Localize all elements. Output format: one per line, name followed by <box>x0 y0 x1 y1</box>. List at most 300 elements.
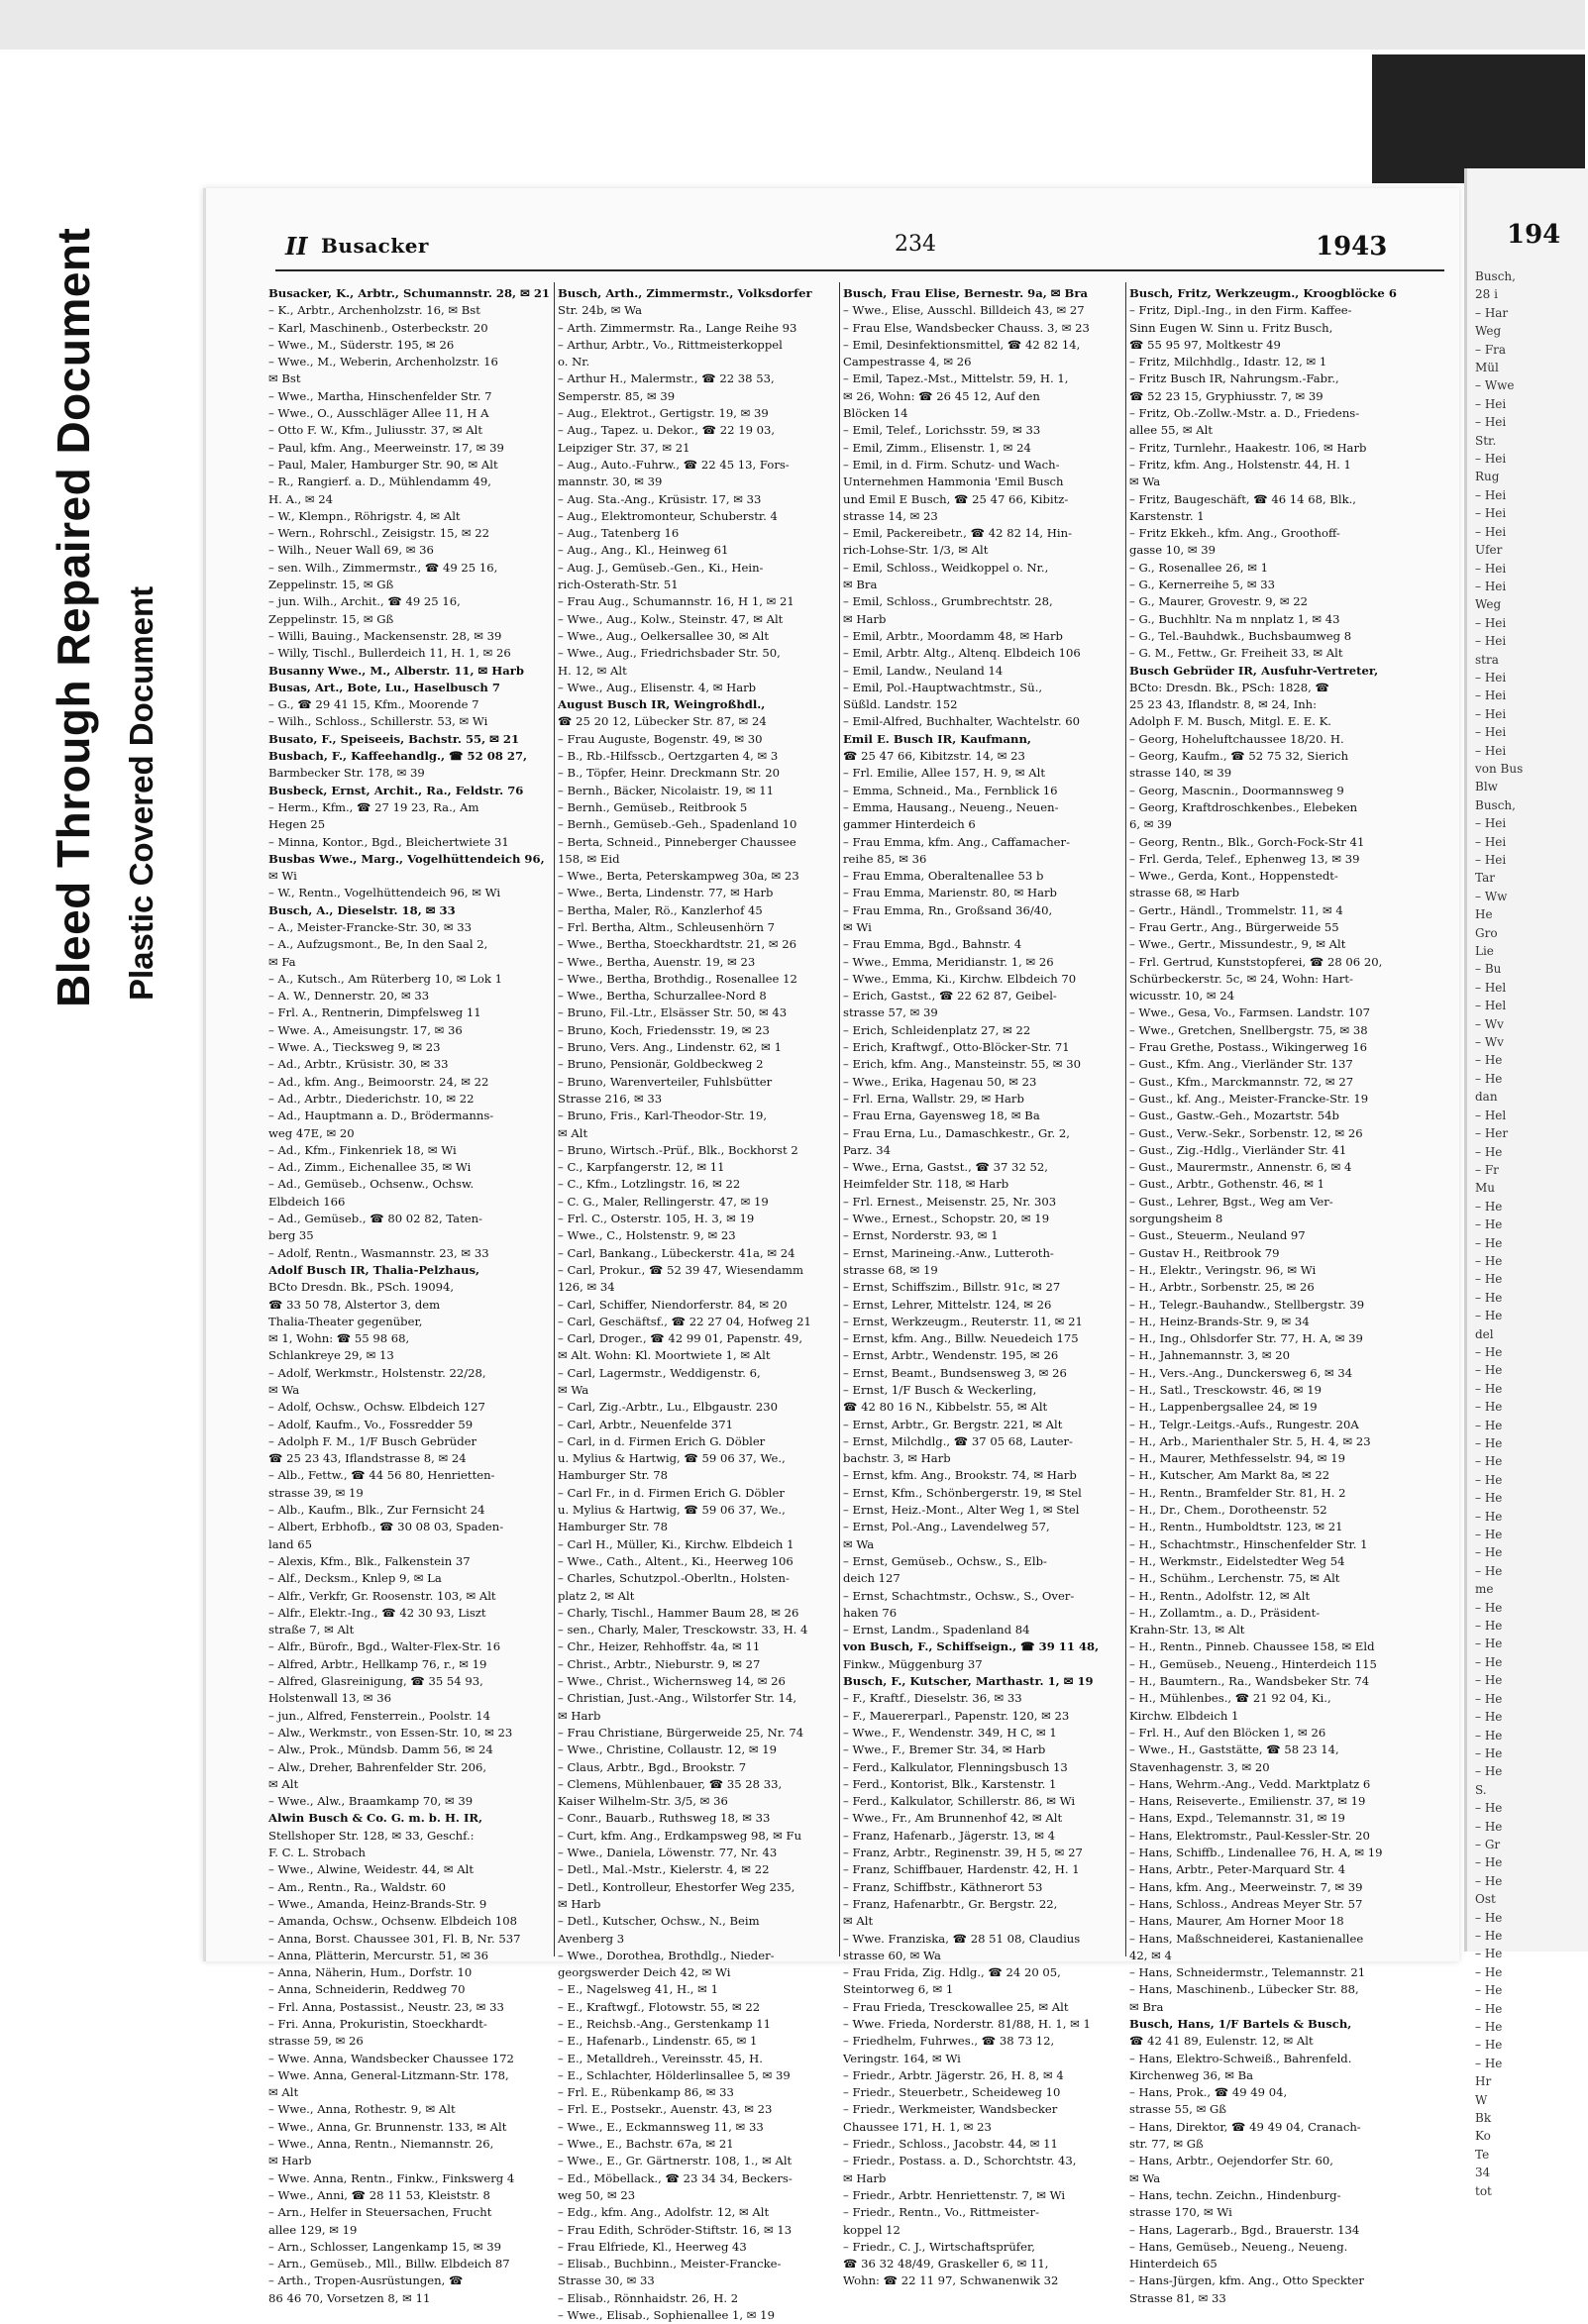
adjacent-page-line: – He <box>1475 1199 1503 1214</box>
directory-entry-line: – Gust., Gastw.-Geh., Mozartstr. 54b <box>1129 1109 1339 1123</box>
adjacent-page-line: S. <box>1475 1782 1487 1797</box>
adjacent-page-line: – Hei <box>1475 524 1507 539</box>
directory-entry-line: – Wwe. Franziska, ☎ 28 51 08, Claudius <box>843 1931 1081 1946</box>
directory-entry-line: – Wwe. Anna, Wandsbecker Chaussee 172 <box>268 2051 514 2065</box>
directory-entry-line: wicusstr. 10, ✉ 24 <box>1129 989 1235 1004</box>
directory-entry-line: – Ernst, Schachtmstr., Ochsw., S., Over- <box>843 1588 1075 1603</box>
directory-entry-line: – Emil, Telef., Lorichsstr. 59, ✉ 33 <box>843 423 1041 438</box>
directory-entry-line: Schürbeckerstr. 5c, ✉ 24, Wohn: Hart- <box>1129 971 1353 986</box>
scan-margin-top <box>0 0 1585 50</box>
directory-entry-line: – Friedr., Schloss., Jacobstr. 44, ✉ 11 <box>843 2137 1058 2152</box>
directory-entry-line: von Busch, F., Schiffseign., ☎ 39 11 48, <box>843 1639 1100 1654</box>
directory-entry-line: – E., Hafenarb., Lindenstr. 65, ✉ 1 <box>558 2034 758 2049</box>
directory-entry-line: – Alfred, Glasreinigung, ☎ 35 54 93, <box>268 1674 483 1689</box>
directory-entry-line: – Frau Erna, Lu., Damaschkestr., Gr. 2, <box>843 1125 1070 1140</box>
directory-entry-line: – Bertha, Maler, Rö., Kanzlerhof 45 <box>558 902 763 917</box>
adjacent-page-line: Rug <box>1475 470 1500 484</box>
directory-entry-line: Unternehmen Hammonia 'Emil Busch <box>843 475 1064 489</box>
directory-entry-line: – B., Rb.-Hilfsscb., Oertzgarten 4, ✉ 3 <box>558 749 779 764</box>
directory-entry-line: – Ernst, Heiz.-Mont., Alter Weg 1, ✉ Stel <box>843 1503 1080 1518</box>
directory-entry-line: – C. G., Maler, Rellingerstr. 47, ✉ 19 <box>558 1194 769 1209</box>
directory-entry-line: – B., Töpfer, Heinr. Dreckmann Str. 20 <box>558 766 781 781</box>
directory-entry-line: – Arth., Tropen-Ausrüstungen, ☎ <box>268 2273 464 2288</box>
directory-entry-line: – Amanda, Ochsw., Ochsenw. Elbdeich 108 <box>268 1914 517 1929</box>
directory-entry-line: – Frau Emma, Rn., Großsand 36/40, <box>843 902 1053 917</box>
adjacent-page-line: Lie <box>1475 944 1494 959</box>
directory-entry-line: – Alfred, Arbtr., Hellkamp 76, r., ✉ 19 <box>268 1656 487 1671</box>
adjacent-page-line: – He <box>1475 1381 1503 1396</box>
directory-entry-line: strasse 55, ✉ Gß <box>1129 2102 1227 2117</box>
adjacent-page-line: – He <box>1475 1528 1503 1542</box>
directory-entry-line: ☎ 25 20 12, Lübecker Str. 87, ✉ 24 <box>558 714 767 729</box>
adjacent-page-line: Mu <box>1475 1181 1496 1196</box>
directory-entry-line: ✉ Bst <box>268 371 301 386</box>
adjacent-page-line: – He <box>1475 1619 1503 1634</box>
adjacent-page-line: – He <box>1475 1290 1503 1305</box>
directory-entry-line: – Alw., Dreher, Bahrenfelder Str. 206, <box>268 1759 487 1774</box>
directory-entry-line: – Hans, Maurer, Am Horner Moor 18 <box>1129 1914 1344 1929</box>
directory-entry-line: – Charles, Schutzpol.-Oberltn., Holsten- <box>558 1571 790 1586</box>
directory-entry-line: – Ad., Zimm., Eichenallee 35, ✉ Wi <box>268 1160 472 1175</box>
directory-entry-line: ✉ Alt <box>268 1776 299 1791</box>
directory-entry-line: – Wwe., Elisab., Sophienallee 1, ✉ 19 <box>558 2308 775 2323</box>
directory-entry-line: H. 12, ✉ Alt <box>558 663 627 678</box>
directory-entry-line: August Busch IR, Weingroßhdl., <box>558 697 766 712</box>
directory-entry-line: – Erich, Schleidenplatz 27, ✉ 22 <box>843 1022 1031 1037</box>
directory-entry-line: – H., Schühm., Lerchenstr. 75, ✉ Alt <box>1129 1571 1340 1586</box>
directory-entry-line: Busas, Art., Bote, Lu., Haselbusch 7 <box>268 680 500 694</box>
adjacent-page-line: – He <box>1475 1964 1503 1979</box>
directory-entry-line: – Wwe., Amanda, Heinz-Brands-Str. 9 <box>268 1896 487 1911</box>
directory-entry-line: – Friedr., C. J., Wirtschaftsprüfer, <box>843 2239 1035 2254</box>
directory-entry-line: – Elisab., Rönnhaidstr. 26, H. 2 <box>558 2290 739 2305</box>
directory-entry-line: – Ad., Arbtr., Krüsistr. 30, ✉ 33 <box>268 1057 449 1072</box>
directory-entry-line: – Charly, Tischl., Hammer Baum 28, ✉ 26 <box>558 1605 799 1620</box>
directory-entry-line: – Ad., Gemüseb., ☎ 80 02 82, Taten- <box>268 1212 482 1226</box>
directory-entry-line: – Alexis, Kfm., Blk., Falkenstein 37 <box>268 1553 471 1568</box>
directory-entry-line: – Frau Edith, Schröder-Stiftstr. 16, ✉ 13 <box>558 2222 793 2237</box>
directory-entry-line: – Alb., Kaufm., Blk., Zur Fernsicht 24 <box>268 1503 485 1518</box>
directory-entry-line: – H., Rentn., Adolfstr. 12, ✉ Alt <box>1129 1588 1311 1603</box>
directory-entry-line: reihe 85, ✉ 36 <box>843 851 927 866</box>
adjacent-page-line: – He <box>1475 1673 1503 1688</box>
directory-entry-line: ✉ 1, Wohn: ☎ 55 98 68, <box>268 1331 410 1346</box>
adjacent-page-line: – Hei <box>1475 743 1507 758</box>
directory-entry-line: Avenberg 3 <box>558 1931 625 1946</box>
directory-entry-line: Adolf Busch IR, Thalia-Pelzhaus, <box>268 1262 480 1277</box>
directory-entry-line: strasse 57, ✉ 39 <box>843 1005 938 1020</box>
adjacent-page-line: – He <box>1475 1472 1503 1487</box>
directory-entry-line: ✉ Wi <box>268 869 297 884</box>
directory-entry-line: – Bruno, Fris., Karl-Theodor-Str. 19, <box>558 1109 768 1123</box>
directory-entry-line: Busch, Frau Elise, Bernestr. 9a, ✉ Bra <box>843 286 1088 300</box>
adjacent-page-line: – Hei <box>1475 415 1507 430</box>
directory-entry-line: – Wwe., Bertha, Schurzallee-Nord 8 <box>558 989 767 1004</box>
directory-entry-line: – G., Rosenallee 26, ✉ 1 <box>1129 560 1269 575</box>
directory-entry-line: – Wwe., F., Wendenstr. 349, H C, ✉ 1 <box>843 1725 1057 1740</box>
directory-entry-line: – jun., Alfred, Fensterrein., Poolstr. 14 <box>268 1708 491 1723</box>
adjacent-page-line: Weg <box>1475 324 1502 339</box>
directory-entry-line: Strasse 81, ✉ 33 <box>1129 2290 1226 2305</box>
directory-entry-line: – Alw., Werkmstr., von Essen-Str. 10, ✉ 23 <box>268 1725 513 1740</box>
directory-entry-line: – Gust., Kfm. Ang., Vierländer Str. 137 <box>1129 1057 1353 1072</box>
directory-entry-line: – Bernh., Gemüseb., Reitbrook 5 <box>558 799 748 814</box>
directory-entry-line: – Wwe. Anna, General-Litzmann-Str. 178, <box>268 2067 509 2082</box>
directory-entry-line: koppel 12 <box>843 2222 900 2237</box>
directory-entry-line: Emil E. Busch IR, Kaufmann, <box>843 731 1031 746</box>
directory-entry-line: – Hans, Elektromstr., Paul-Kessler-Str. 20 <box>1129 1828 1370 1843</box>
directory-entry-line: weg 50, ✉ 23 <box>558 2187 636 2202</box>
directory-column-4 <box>1129 285 1414 2307</box>
directory-entry-line: gasse 10, ✉ 39 <box>1129 543 1217 558</box>
directory-entry-line: – Chr., Heizer, Rehhoffstr. 4a, ✉ 11 <box>558 1639 761 1654</box>
directory-entry-line: – Christ., Arbtr., Nieburstr. 9, ✉ 27 <box>558 1656 761 1671</box>
adjacent-page-line: – He <box>1475 1309 1503 1323</box>
directory-entry-line: – Wwe., Christ., Wichernsweg 14, ✉ 26 <box>558 1674 786 1689</box>
directory-entry-line: – Wwe., Elise, Ausschl. Billdeich 43, ✉ 27 <box>843 303 1085 318</box>
directory-entry-line: – Gust., kf. Ang., Meister-Francke-Str. 19 <box>1129 1091 1369 1106</box>
directory-entry-line: – H., Satl., Tresckowstr. 46, ✉ 19 <box>1129 1383 1322 1397</box>
directory-entry-line: – H., Mühlenbes., ☎ 21 92 04, Ki., <box>1129 1691 1331 1706</box>
directory-entry-line: – Ferd., Kontorist, Blk., Karstenstr. 1 <box>843 1776 1057 1791</box>
directory-entry-line: – Berta, Schneid., Pinneberger Chaussee <box>558 834 796 849</box>
directory-entry-line: – Emil, Schloss., Weidkoppel o. Nr., <box>843 560 1049 575</box>
adjacent-page-line: von Bus <box>1475 761 1524 776</box>
directory-entry-line: – Frl. Anna, Postassist., Neustr. 23, ✉ 33 <box>268 1999 504 2014</box>
adjacent-page-line: – He <box>1475 1928 1503 1943</box>
directory-entry-line: Hinterdeich 65 <box>1129 2257 1217 2271</box>
directory-entry-line: – Erich, Kraftwgf., Otto-Blöcker-Str. 71 <box>843 1040 1070 1055</box>
directory-entry-line: Veringstr. 164, ✉ Wi <box>843 2051 961 2065</box>
directory-entry-line: – Clemens, Mühlenbauer, ☎ 35 28 33, <box>558 1776 783 1791</box>
directory-entry-line: – E., Kraftwgf., Flotowstr. 55, ✉ 22 <box>558 1999 761 2014</box>
adjacent-page-line: Busch, <box>1475 269 1516 283</box>
directory-entry-line: – Ed., Möbellack., ☎ 23 34 34, Beckers- <box>558 2170 793 2185</box>
directory-entry-line: – Ad., kfm. Ang., Beimoorstr. 24, ✉ 22 <box>268 1074 489 1089</box>
directory-entry-line: ✉ Wa <box>843 1536 875 1551</box>
directory-entry-line: – E., Schlachter, Hölderlinsallee 5, ✉ 39 <box>558 2067 791 2082</box>
directory-entry-line: – Karl, Maschinenb., Osterbeckstr. 20 <box>268 320 488 335</box>
column-divider <box>554 282 555 1956</box>
directory-entry-line: – Ernst, Milchdlg., ☎ 37 05 68, Lauter- <box>843 1433 1073 1448</box>
directory-entry-line: – Arn., Schlosser, Langenkamp 15, ✉ 39 <box>268 2239 502 2254</box>
directory-entry-line: Karstenstr. 1 <box>1129 508 1205 523</box>
adjacent-page-line: – Hei <box>1475 834 1507 849</box>
adjacent-page-line: – Hei <box>1475 816 1507 831</box>
adjacent-page-line: Bk <box>1475 2111 1492 2126</box>
directory-entry-line: – K., Arbtr., Archenholzstr. 16, ✉ Bst <box>268 303 480 318</box>
directory-entry-line: – Wwe., Bertha, Auenstr. 19, ✉ 23 <box>558 954 756 969</box>
adjacent-page-line: – He <box>1475 1454 1503 1469</box>
directory-entry-line: – Hans, Maschinenb., Lübecker Str. 88, <box>1129 1982 1359 1997</box>
adjacent-page-line: – Bu <box>1475 962 1502 977</box>
directory-entry-line: – Wwe., Berta, Peterskampweg 30a, ✉ 23 <box>558 869 799 884</box>
directory-entry-line: – Fritz, kfm. Ang., Holstenstr. 44, H. 1 <box>1129 457 1351 472</box>
section-numeral: II <box>285 232 308 261</box>
directory-entry-line: – H., Gemüseb., Neueng., Hinterdeich 115 <box>1129 1656 1377 1671</box>
directory-entry-line: – Ferd., Kalkulator, Schillerstr. 86, ✉ Wi <box>843 1794 1076 1809</box>
adjacent-page-line: – He <box>1475 1710 1503 1725</box>
directory-entry-line: – Frl. E., Rübenkamp 86, ✉ 33 <box>558 2085 734 2100</box>
adjacent-page-line: – He <box>1475 1071 1503 1086</box>
directory-entry-line: und Emil E Busch, ☎ 25 47 66, Kibitz- <box>843 491 1069 506</box>
directory-entry-line: – Gust., Arbtr., Gothenstr. 46, ✉ 1 <box>1129 1177 1325 1192</box>
directory-entry-line: ☎ 52 23 15, Gryphiusstr. 7, ✉ 39 <box>1129 388 1323 403</box>
adjacent-page-line: – He <box>1475 1600 1503 1615</box>
adjacent-page-line: dan <box>1475 1090 1498 1105</box>
directory-entry-line: 6, ✉ 39 <box>1129 817 1172 832</box>
directory-entry-line: – Friedr., Arbtr. Henriettenstr. 7, ✉ Wi <box>843 2187 1066 2202</box>
directory-entry-line: – Hans, Arbtr., Peter-Marquard Str. 4 <box>1129 1862 1346 1877</box>
directory-entry-line: Busch, Hans, 1/F Bartels & Busch, <box>1129 2016 1352 2031</box>
adjacent-page-line: 28 i <box>1475 287 1498 302</box>
directory-entry-line: – Wwe. A., Ameisungstr. 17, ✉ 36 <box>268 1022 463 1037</box>
directory-entry-line: – Wwe., Gesa, Vo., Farmsen. Landstr. 107 <box>1129 1005 1370 1020</box>
directory-entry-line: – Carl, Schiffer, Niendorferstr. 84, ✉ 20 <box>558 1297 788 1312</box>
directory-entry-line: – Gertr., Händl., Trommelstr. 11, ✉ 4 <box>1129 902 1343 917</box>
directory-entry-line: Thalia-Theater gegenüber, <box>268 1314 423 1328</box>
directory-entry-line: – Emil, in d. Firm. Schutz- und Wach- <box>843 457 1060 472</box>
directory-entry-line: – Gustav H., Reitbrook 79 <box>1129 1245 1280 1260</box>
directory-entry-line: – Franz, Schiffbauer, Hardenstr. 42, H. 1 <box>843 1862 1080 1877</box>
directory-entry-line: – Emil, Arbtr., Moordamm 48, ✉ Harb <box>843 628 1063 643</box>
adjacent-page-line: – He <box>1475 2056 1503 2070</box>
directory-entry-line: – Wwe., Erna, Gastst., ☎ 37 32 52, <box>843 1160 1048 1175</box>
directory-entry-line: – Frau Elfriede, Kl., Heerweg 43 <box>558 2239 747 2254</box>
directory-entry-line: Hegen 25 <box>268 817 326 832</box>
adjacent-page-line: – He <box>1475 1491 1503 1506</box>
directory-entry-line: gammer Hinterdeich 6 <box>843 817 976 832</box>
directory-entry-line: bachstr. 3, ✉ Harb <box>843 1451 951 1466</box>
directory-entry-line: Strasse 30, ✉ 33 <box>558 2273 655 2288</box>
directory-entry-line: – Wwe., Daniela, Löwenstr. 77, Nr. 43 <box>558 1846 778 1860</box>
directory-entry-line: allee 55, ✉ Alt <box>1129 423 1213 438</box>
directory-entry-line: mannstr. 30, ✉ 39 <box>558 475 663 489</box>
adjacent-page-line: – He <box>1475 2001 1503 2016</box>
directory-entry-line: – Frl. Bertha, Altm., Schleusenhörn 7 <box>558 919 776 934</box>
directory-entry-line: Stellshoper Str. 128, ✉ 33, Geschf.: <box>268 1828 475 1843</box>
directory-entry-line: Wohn: ☎ 22 11 97, Schwanenwik 32 <box>843 2273 1059 2288</box>
directory-entry-line: – Wwe., Gertr., Missundestr., 9, ✉ Alt <box>1129 937 1346 952</box>
directory-entry-line: – Friedhelm, Fuhrwes., ☎ 38 73 12, <box>843 2034 1055 2049</box>
directory-entry-line: straße 7, ✉ Alt <box>268 1623 355 1637</box>
directory-entry-line: ✉ Alt <box>268 2085 299 2100</box>
directory-entry-line: – Bruno, Wirtsch.-Prüf., Blk., Bockhorst 2 <box>558 1142 798 1157</box>
directory-entry-line: – Paul, Maler, Hamburger Str. 90, ✉ Alt <box>268 457 498 472</box>
directory-entry-line: – Adolf, Ochsw., Ochsw. Elbdeich 127 <box>268 1400 485 1415</box>
directory-entry-line: – Friedr., Steuerbetr., Scheideweg 10 <box>843 2085 1061 2100</box>
directory-entry-line: – Hans, Schloss., Andreas Meyer Str. 57 <box>1129 1896 1363 1911</box>
adjacent-page-line: – Hei <box>1475 396 1507 411</box>
directory-entry-line: – Emil, Arbtr. Altg., Altenq. Elbdeich 106 <box>843 646 1081 661</box>
directory-entry-line: Adolph F. M. Busch, Mitgl. E. E. K. <box>1129 714 1331 729</box>
directory-entry-line: Elbdeich 166 <box>268 1194 346 1209</box>
directory-entry-line: – Detl., Kontrolleur, Ehestorfer Weg 235, <box>558 1879 795 1894</box>
directory-entry-line: – H., Vers.-Ang., Dunckersweg 6, ✉ 34 <box>1129 1365 1353 1380</box>
directory-entry-line: – A. W., Dennerstr. 20, ✉ 33 <box>268 989 430 1004</box>
directory-entry-line: – Franz, Hafenarb., Jägerstr. 13, ✉ 4 <box>843 1828 1056 1843</box>
directory-entry-line: – Wwe. A., Tiecksweg 9, ✉ 23 <box>268 1040 441 1055</box>
directory-entry-line: – Frau Frida, Zig. Hdlg., ☎ 24 20 05, <box>843 1965 1061 1980</box>
directory-entry-line: – Emil, Pol.-Hauptwachtmstr., Sü., <box>843 680 1043 694</box>
directory-entry-line: strasse 140, ✉ 39 <box>1129 766 1232 781</box>
directory-entry-line: – Emil, Zimm., Elisenstr. 1, ✉ 24 <box>843 440 1031 455</box>
directory-entry-line: ✉ Wa <box>268 1383 300 1397</box>
directory-entry-line: – Carl Fr., in d. Firmen Erich G. Döbler <box>558 1485 785 1500</box>
directory-entry-line: – E., Nagelsweg 41, H., ✉ 1 <box>558 1982 718 1997</box>
directory-entry-line: – Ernst, Norderstr. 93, ✉ 1 <box>843 1228 999 1243</box>
adjacent-page-line: – Hei <box>1475 561 1507 576</box>
directory-entry-line: strasse 68, ✉ 19 <box>843 1262 938 1277</box>
directory-entry-line: – Franz, Hafenarbtr., Gr. Bergstr. 22, <box>843 1896 1058 1911</box>
page-number: 234 <box>895 232 936 257</box>
adjacent-page-line: – Her <box>1475 1126 1509 1141</box>
adjacent-page-year: 194 <box>1507 220 1561 250</box>
directory-entry-line: weg 47E, ✉ 20 <box>268 1125 355 1140</box>
directory-entry-line: ✉ Harb <box>268 2154 312 2168</box>
directory-entry-line: – Wwe., M., Weberin, Archenholzstr. 16 <box>268 355 498 370</box>
directory-entry-line: Kirchenweg 36, ✉ Ba <box>1129 2067 1254 2082</box>
directory-entry-line: ✉ Harb <box>558 1708 601 1723</box>
directory-entry-line: – Hans, Elektro-Schweiß., Bahrenfeld. <box>1129 2051 1352 2065</box>
adjacent-page-line: Hr <box>1475 2074 1492 2089</box>
directory-entry-line: – Detl., Kutscher, Ochsw., N., Beim <box>558 1914 760 1929</box>
directory-entry-line: – Wwe., Anni, ☎ 28 11 53, Kleiststr. 8 <box>268 2187 490 2202</box>
directory-entry-line: – jun. Wilh., Archit., ☎ 49 25 16, <box>268 594 461 609</box>
directory-entry-line: – G., Maurer, Grovestr. 9, ✉ 22 <box>1129 594 1309 609</box>
adjacent-page-line: – He <box>1475 1272 1503 1287</box>
directory-entry-line: Busanny Wwe., M., Alberstr. 11, ✉ Harb <box>268 663 524 678</box>
adjacent-page-line: – Hel <box>1475 1108 1507 1122</box>
directory-entry-line: – Frl. Ernest., Meisenstr. 25, Nr. 303 <box>843 1194 1057 1209</box>
directory-entry-line: ✉ Harb <box>558 1896 601 1911</box>
directory-entry-line: – Emma, Hausang., Neueng., Neuen- <box>843 799 1059 814</box>
directory-entry-line: ✉ Harb <box>843 611 887 626</box>
directory-entry-line: – Ernst, Werkzeugm., Reuterstr. 11, ✉ 21 <box>843 1314 1083 1328</box>
directory-entry-line: ☎ 42 80 16 N., Kibbelstr. 55, ✉ Alt <box>843 1400 1048 1415</box>
adjacent-page-lines <box>1475 267 1584 2200</box>
directory-entry-line: ✉ Wa <box>1129 2170 1161 2185</box>
adjacent-page-line: Ost <box>1475 1892 1496 1907</box>
adjacent-page-line: – Fr <box>1475 1162 1499 1177</box>
directory-entry-line: BCto Dresdn. Bk., PSch. 19094, <box>268 1280 455 1295</box>
directory-entry-line: – Ernst, Lehrer, Mittelstr. 124, ✉ 26 <box>843 1297 1052 1312</box>
adjacent-page-line: – Hei <box>1475 487 1507 502</box>
directory-entry-line: H. A., ✉ 24 <box>268 491 334 506</box>
adjacent-page-line: – He <box>1475 2020 1503 2034</box>
directory-entry-line: – Hans, Reiseverte., Emilienstr. 37, ✉ 19 <box>1129 1794 1366 1809</box>
adjacent-page-line: – He <box>1475 1947 1503 1961</box>
directory-entry-line: Busato, F., Speiseeis, Bachstr. 55, ✉ 21 <box>268 731 520 746</box>
directory-entry-line: – Wwe., Emma, Ki., Kirchw. Elbdeich 70 <box>843 971 1077 986</box>
directory-entry-line: – Erich, kfm. Ang., Mansteinstr. 55, ✉ 30 <box>843 1057 1081 1072</box>
directory-entry-line: – Wwe., Aug., Elisenstr. 4, ✉ Harb <box>558 680 757 694</box>
adjacent-page-line: – Hei <box>1475 506 1507 521</box>
directory-entry-line: – Gust., Lehrer, Bgst., Weg am Ver- <box>1129 1194 1333 1209</box>
directory-entry-line: platz 2, ✉ Alt <box>558 1588 635 1603</box>
directory-entry-line: – Anna, Plätterin, Mercurstr. 51, ✉ 36 <box>268 1948 489 1962</box>
adjacent-page-line: He <box>1475 907 1493 922</box>
adjacent-page-line: – He <box>1475 1983 1503 1998</box>
directory-entry-line: – Wwe., E., Gr. Gärtnerstr. 108, 1., ✉ Alt <box>558 2154 793 2168</box>
directory-entry-line: – Anna, Borst. Chaussee 301, Fl. B, Nr. 537 <box>268 1931 521 1946</box>
directory-entry-line: – Bruno, Koch, Friedensstr. 19, ✉ 23 <box>558 1022 770 1037</box>
directory-entry-line: – Wwe., Ernest., Schopstr. 20, ✉ 19 <box>843 1212 1050 1226</box>
directory-entry-line: – Arth. Zimmermstr. Ra., Lange Reihe 93 <box>558 320 797 335</box>
adjacent-page-line: – Hei <box>1475 615 1507 630</box>
directory-entry-line: Holstenwall 13, ✉ 36 <box>268 1691 391 1706</box>
directory-entry-line: – Fritz, Turnlehr., Haakestr. 106, ✉ Harb <box>1129 440 1367 455</box>
directory-entry-line: – Fritz Ekkeh., kfm. Ang., Groothoff- <box>1129 526 1340 541</box>
directory-entry-line: Kirchw. Elbdeich 1 <box>1129 1708 1239 1723</box>
adjacent-page-line: Busch, <box>1475 797 1516 812</box>
directory-entry-line: ✉ Alt <box>558 1125 588 1140</box>
directory-entry-line: Barmbecker Str. 178, ✉ 39 <box>268 766 425 781</box>
adjacent-page-line: – He <box>1475 1873 1503 1888</box>
directory-entry-line: – Ernst, Kfm., Schönbergerstr. 19, ✉ Stel <box>843 1485 1082 1500</box>
directory-entry-line: – Georg, Mascnin., Doormannsweg 9 <box>1129 783 1344 797</box>
directory-entry-line: – Anna, Schneiderin, Reddweg 70 <box>268 1982 466 1997</box>
directory-entry-line: str. 77, ✉ Gß <box>1129 2137 1204 2152</box>
directory-entry-line: – Hans, Arbtr., Oejendorfer Str. 60, <box>1129 2154 1333 2168</box>
directory-entry-line: Alwin Busch & Co. G. m. b. H. IR, <box>268 1811 483 1826</box>
directory-entry-line: Busacker, K., Arbtr., Schumannstr. 28, ✉ 21 <box>268 286 550 300</box>
directory-entry-line: – Ernst, Schiffszim., Billstr. 91c, ✉ 27 <box>843 1280 1061 1295</box>
adjacent-page-line: me <box>1475 1582 1494 1597</box>
directory-entry-line: – Carl, Prokur., ☎ 52 39 47, Wiesendamm <box>558 1262 804 1277</box>
directory-entry-line: – Aug., Auto.-Fuhrw., ☎ 22 45 13, Fors- <box>558 457 790 472</box>
directory-entry-line: – Paul, kfm. Ang., Meerweinstr. 17, ✉ 39 <box>268 440 504 455</box>
directory-entry-line: – Carl, Droger., ☎ 42 99 01, Papenstr. 49, <box>558 1331 803 1346</box>
directory-entry-line: – Aug., Elektrot., Gertigstr. 19, ✉ 39 <box>558 406 769 421</box>
directory-entry-line: – Frl. Emilie, Allee 157, H. 9, ✉ Alt <box>843 766 1046 781</box>
directory-entry-line: – H., Telegr.-Bauhandw., Stellbergstr. 39 <box>1129 1297 1365 1312</box>
directory-entry-line: Stavenhagenstr. 3, ✉ 20 <box>1129 1759 1270 1774</box>
directory-entry-line: – Wwe., Bertha, Stoeckhardtstr. 21, ✉ 26 <box>558 937 797 952</box>
directory-entry-line: – Erich, Gastst., ☎ 22 62 87, Geibel- <box>843 989 1057 1004</box>
directory-entry-line: – Emil, Landw., Neuland 14 <box>843 663 1004 678</box>
adjacent-page <box>1464 168 1588 2198</box>
adjacent-page-line: – He <box>1475 1253 1503 1268</box>
adjacent-page-line: – He <box>1475 1053 1503 1068</box>
directory-entry-line: – Georg, Kraftdroschkenbes., Elebeken <box>1129 799 1358 814</box>
directory-entry-line: – Emil-Alfred, Buchhalter, Wachtelstr. 60 <box>843 714 1081 729</box>
directory-entry-line: – Hans, techn. Zeichn., Hindenburg- <box>1129 2187 1341 2202</box>
directory-entry-line: – Friedr., Werkmeister, Wandsbecker <box>843 2102 1058 2117</box>
directory-entry-line: – H., Rentn., Humboldtstr. 123, ✉ 21 <box>1129 1520 1343 1534</box>
adjacent-page-line: – He <box>1475 1144 1503 1159</box>
directory-entry-line: – Hans, Lagerarb., Bgd., Brauerstr. 134 <box>1129 2222 1360 2237</box>
adjacent-page-line: – He <box>1475 2038 1503 2053</box>
adjacent-page-line: – Fra <box>1475 342 1507 357</box>
adjacent-page-line: – He <box>1475 1801 1503 1816</box>
directory-entry-line: strasse 68, ✉ Harb <box>1129 886 1240 900</box>
directory-entry-line: – Wwe., Aug., Friedrichsbader Str. 50, <box>558 646 781 661</box>
directory-entry-line: Steintorweg 6, ✉ 1 <box>843 1982 954 1997</box>
directory-entry-line: – Carl, Geschäftsf., ☎ 22 27 04, Hofweg 21 <box>558 1314 811 1328</box>
directory-entry-line: – Wwe., Alw., Braamkamp 70, ✉ 39 <box>268 1794 474 1809</box>
adjacent-page-line: – He <box>1475 1910 1503 1925</box>
directory-entry-line: Zeppelinstr. 15, ✉ Gß <box>268 611 394 626</box>
directory-entry-line: – Wwe., E., Bachstr. 67a, ✉ 21 <box>558 2137 734 2152</box>
directory-entry-line: 86 46 70, Vorsetzen 8, ✉ 11 <box>268 2290 431 2305</box>
directory-page <box>203 188 1459 2323</box>
directory-entry-line: – Adolf, Kaufm., Vo., Fossredder 59 <box>268 1417 474 1431</box>
directory-entry-line: ✉ Harb <box>843 2170 887 2185</box>
directory-entry-line: – Gust., Verw.-Sekr., Sorbenstr. 12, ✉ 26 <box>1129 1125 1363 1140</box>
directory-entry-line: – H., Maurer, Methfesselstr. 94, ✉ 19 <box>1129 1451 1345 1466</box>
directory-entry-line: – Ad., Kfm., Finkenriek 18, ✉ Wi <box>268 1142 457 1157</box>
